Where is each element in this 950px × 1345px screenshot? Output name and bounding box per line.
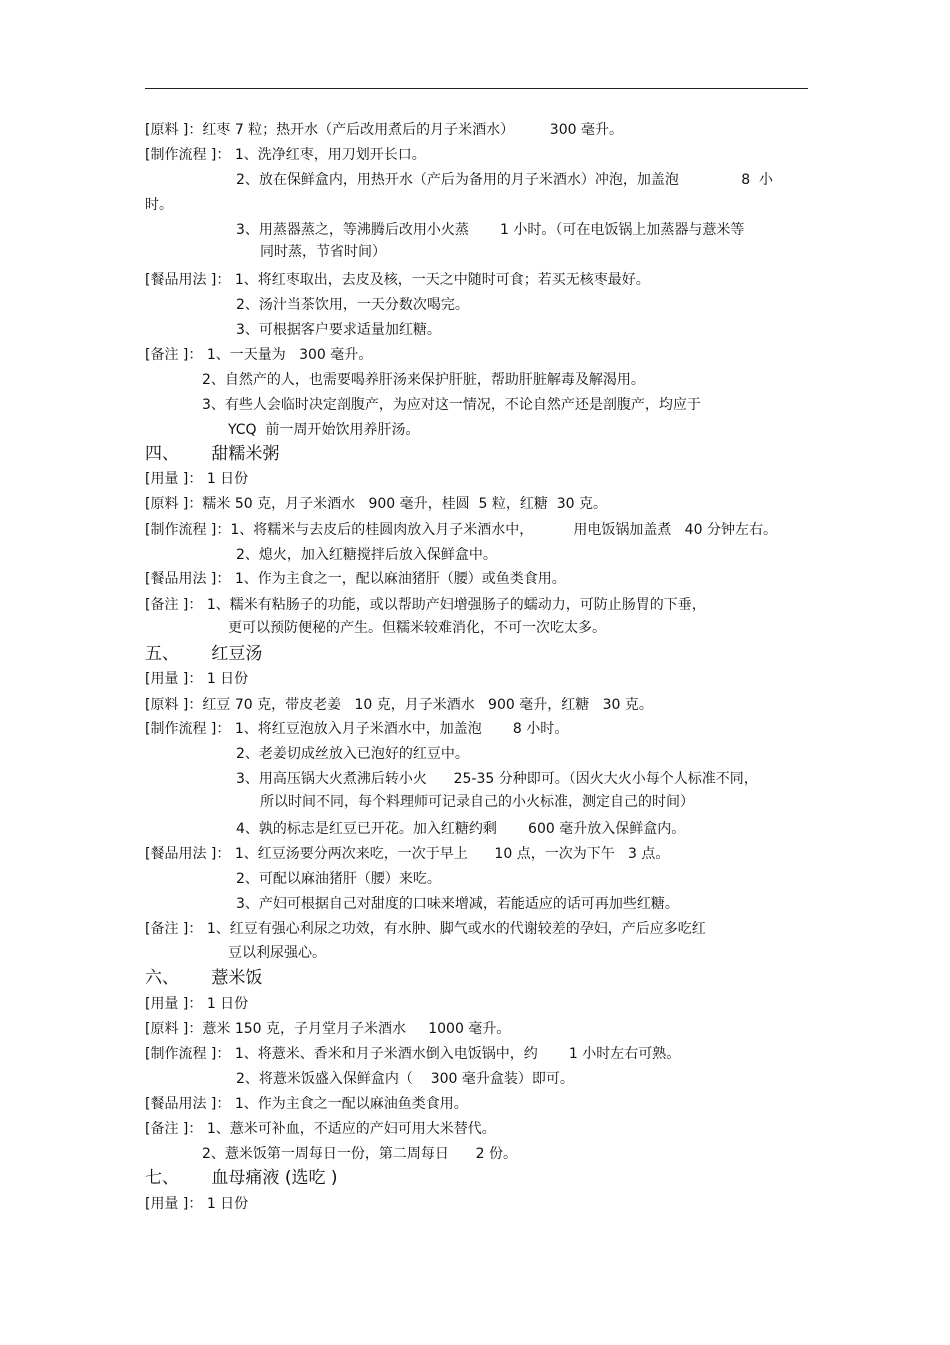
text-line: YCQ 前一周开始饮用养肝汤。 — [228, 422, 420, 438]
text-line: 3、用高压锅大火煮沸后转小火 25-35 分种即可。（因火大火小每个人标准不同， — [236, 771, 758, 787]
header-rule — [145, 88, 808, 89]
text-line: [制作流程 ]： 1、洗净红枣，用刀划开长口。 — [145, 147, 426, 163]
text-line: [餐品用法 ]： 1、作为主食之一，配以麻油猪肝（腰）或鱼类食用。 — [145, 571, 566, 587]
text-line: 2、放在保鲜盒内，用热开水（产后为备用的月子米酒水）冲泡，加盖泡 8 小 — [236, 172, 774, 188]
text-line: [原料 ]：红豆 70 克，带皮老姜 10 克，月子米酒水 900 毫升，红糖 30 克。 — [145, 697, 653, 713]
text-line: [用量 ]： 1 日份 — [145, 471, 249, 487]
text-line: 2、可配以麻油猪肝（腰）来吃。 — [236, 871, 441, 887]
text-line: 2、将薏米饭盛入保鲜盒内（ 300 毫升盒装）即可。 — [236, 1071, 574, 1087]
text-line: 时。 — [145, 197, 173, 213]
text-line: [用量 ]： 1 日份 — [145, 996, 249, 1012]
text-line: [餐品用法 ]： 1、红豆汤要分两次来吃，一次于早上 10 点，一次为下午 3 点。 — [145, 846, 670, 862]
section-heading: 五、 红豆汤 — [145, 644, 263, 664]
text-line: [制作流程 ]：1、将糯米与去皮后的桂圆肉放入月子米酒水中， 用电饭锅加盖煮 40 分钟左右。 — [145, 522, 777, 538]
text-line: [备注 ]： 1、薏米可补血，不适应的产妇可用大米替代。 — [145, 1121, 496, 1137]
text-line: [制作流程 ]： 1、将薏米、香米和月子米酒水倒入电饭锅中，约 1 小时左右可熟。 — [145, 1046, 681, 1062]
section-heading: 七、 血母痛液 (选吃 ) — [145, 1168, 338, 1188]
section-heading: 四、 甜糯米粥 — [145, 444, 280, 464]
text-line: [备注 ]： 1、红豆有强心利尿之功效，有水肿、脚气或水的代谢较差的孕妇，产后应多吃红 — [145, 921, 706, 937]
text-line: 3、用蒸器蒸之，等沸腾后改用小火蒸 1 小时。（可在电饭锅上加蒸器与薏米等 — [236, 222, 745, 238]
text-line: [原料 ]：红枣 7 粒；热开水（产后改用煮后的月子米酒水） 300 毫升。 — [145, 122, 623, 138]
text-line: 豆以利尿强心。 — [228, 945, 326, 961]
section-heading: 六、 薏米饭 — [145, 968, 263, 988]
text-line: [备注 ]： 1、糯米有粘肠子的功能，或以帮助产妇增强肠子的蠕动力，可防止肠胃的下垂， — [145, 597, 706, 613]
text-line: [原料 ]：薏米 150 克，子月堂月子米酒水 1000 毫升。 — [145, 1021, 511, 1037]
text-line: [餐品用法 ]： 1、作为主食之一配以麻油鱼类食用。 — [145, 1096, 468, 1112]
text-line: 3、有些人会临时决定剖腹产，为应对这一情况，不论自然产还是剖腹产，均应于 — [202, 397, 701, 413]
text-line: [制作流程 ]： 1、将红豆泡放入月子米酒水中，加盖泡 8 小时。 — [145, 721, 569, 737]
text-line: 更可以预防便秘的产生。但糯米较难消化，不可一次吃太多。 — [228, 620, 606, 636]
text-line: 所以时间不同，每个料理师可记录自己的小火标准，测定自己的时间） — [260, 794, 694, 810]
text-line: 3、产妇可根据自己对甜度的口味来增减，若能适应的话可再加些红糖。 — [236, 896, 679, 912]
text-line: 2、汤汁当茶饮用，一天分数次喝完。 — [236, 297, 469, 313]
text-line: 2、自然产的人，也需要喝养肝汤来保护肝脏，帮助肝脏解毒及解渴用。 — [202, 372, 645, 388]
text-line: [原料 ]：糯米 50 克，月子米酒水 900 毫升，桂圆 5 粒，红糖 30 克。 — [145, 496, 608, 512]
text-line: 2、熄火，加入红糖搅拌后放入保鲜盒中。 — [236, 547, 497, 563]
text-line: [备注 ]： 1、一天量为 300 毫升。 — [145, 347, 373, 363]
text-line: [餐品用法 ]： 1、将红枣取出，去皮及核，一天之中随时可食；若买无核枣最好。 — [145, 272, 650, 288]
text-line: 2、薏米饭第一周每日一份，第二周每日 2 份。 — [202, 1146, 517, 1162]
text-line: 3、可根据客户要求适量加红糖。 — [236, 322, 441, 338]
text-line: [用量 ]： 1 日份 — [145, 671, 249, 687]
text-line: [用量 ]： 1 日份 — [145, 1196, 249, 1212]
text-line: 同时蒸，节省时间） — [260, 244, 386, 260]
text-line: 4、孰的标志是红豆已开花。加入红糖约剩 600 毫升放入保鲜盒内。 — [236, 821, 686, 837]
text-line: 2、老姜切成丝放入已泡好的红豆中。 — [236, 746, 469, 762]
